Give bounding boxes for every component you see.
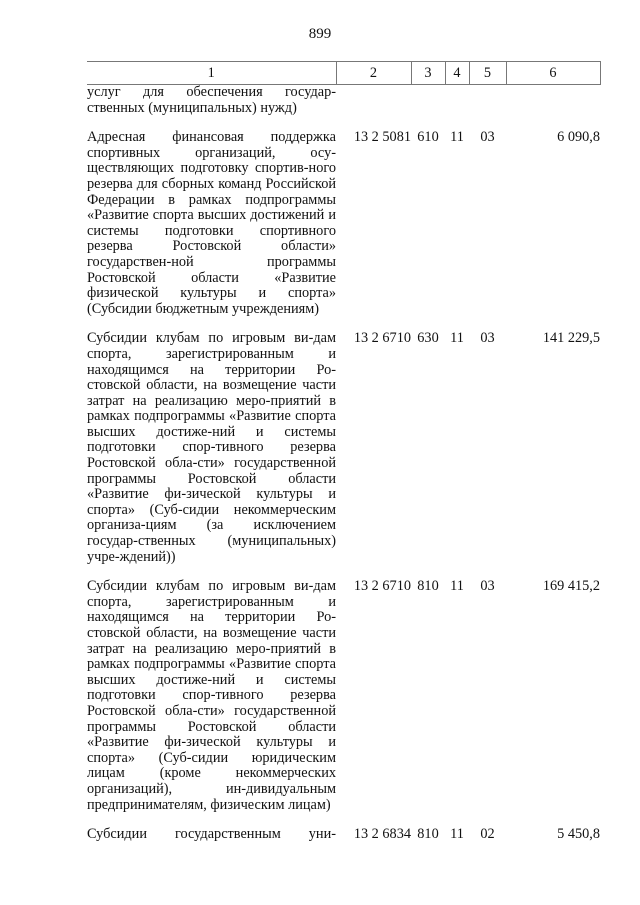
row-subsection: 03	[480, 578, 495, 595]
table-row	[87, 130, 600, 317]
row-target-code: 13 2 5081	[353, 129, 411, 146]
continuation-text: услуг для обеспечения государ-ственных (муниципальных) нужд)	[87, 84, 336, 116]
row-amount: 169 415,2	[542, 578, 600, 595]
budget-table	[87, 61, 601, 843]
row-target-code: 13 2 6710	[353, 578, 411, 595]
table-header-row	[87, 62, 600, 85]
row-description: Субсидии клубам по игровым ви-дам спорта, зарегистрированным и находящимся на территории Ро-стовской области, на возмещение части затрат на реализацию меро-приятий в рамках подпрограммы «Развитие спорта высших достиже-ний и системы подготовки спор-тивного резерва Ростовской обла-сти» государственной программы Ростовской области «Развитие фи-зической культуры и спорта» (Суб-сидии юридическим лицам (кроме некоммерческих организаций), ин-дивидуальным предпринимателям, физическим лицам)	[87, 578, 336, 813]
row-description: Субсидии клубам по игровым ви-дам спорта, зарегистрированным и находящимся на территории Ро-стовской области, на возмещение части затрат на реализацию меро-приятий в рамках подпрограммы «Развитие спорта высших достиже-ний и системы подготовки спор-тивного резерва Ростовской обла-сти» государственной программы Ростовской области «Развитие фи-зической культуры и спорта» (Суб-сидии некоммерческим организа-циям (за исключением государ-ственных (муниципальных) учре-ждений))	[87, 330, 336, 565]
row-description: Субсидии государственным уни-	[87, 826, 336, 843]
row-section: 11	[450, 826, 464, 843]
row-expense-type: 630	[417, 330, 439, 347]
row-subsection: 03	[480, 129, 495, 146]
header-col-6: 6	[506, 62, 600, 85]
header-col-1: 1	[87, 62, 336, 85]
row-expense-type: 810	[417, 578, 439, 595]
page-number: 899	[308, 26, 332, 42]
row-target-code: 13 2 6834	[353, 826, 411, 843]
table-row-continuation	[87, 85, 600, 117]
row-expense-type: 610	[417, 129, 439, 146]
row-amount: 141 229,5	[542, 330, 600, 347]
row-amount: 6 090,8	[557, 129, 600, 146]
row-subsection: 03	[480, 330, 495, 347]
table-row	[87, 331, 600, 565]
header-col-2: 2	[336, 62, 411, 85]
row-amount: 5 450,8	[557, 826, 600, 843]
header-col-5: 5	[469, 62, 506, 85]
row-section: 11	[450, 330, 464, 347]
row-expense-type: 810	[417, 826, 439, 843]
row-section: 11	[450, 578, 464, 595]
header-col-3: 3	[411, 62, 445, 85]
row-target-code: 13 2 6710	[353, 330, 411, 347]
row-description: Адресная финансовая поддержка спортивных организаций, осу-ществляющих подготовку спортив-ного резерва для сборных команд Российской Федерации в рамках подпрограммы «Развитие спорта высших достижений и системы подготовки спортивного резерва Ростовской области» государствен-ной программы Ростовской области «Развитие физической культуры и спорта» (Субсидии бюджетным учреждениям)	[87, 129, 336, 317]
header-col-4: 4	[445, 62, 469, 85]
table-row	[87, 827, 600, 843]
table-row	[87, 579, 600, 813]
row-subsection: 02	[480, 826, 495, 843]
row-section: 11	[450, 129, 464, 146]
